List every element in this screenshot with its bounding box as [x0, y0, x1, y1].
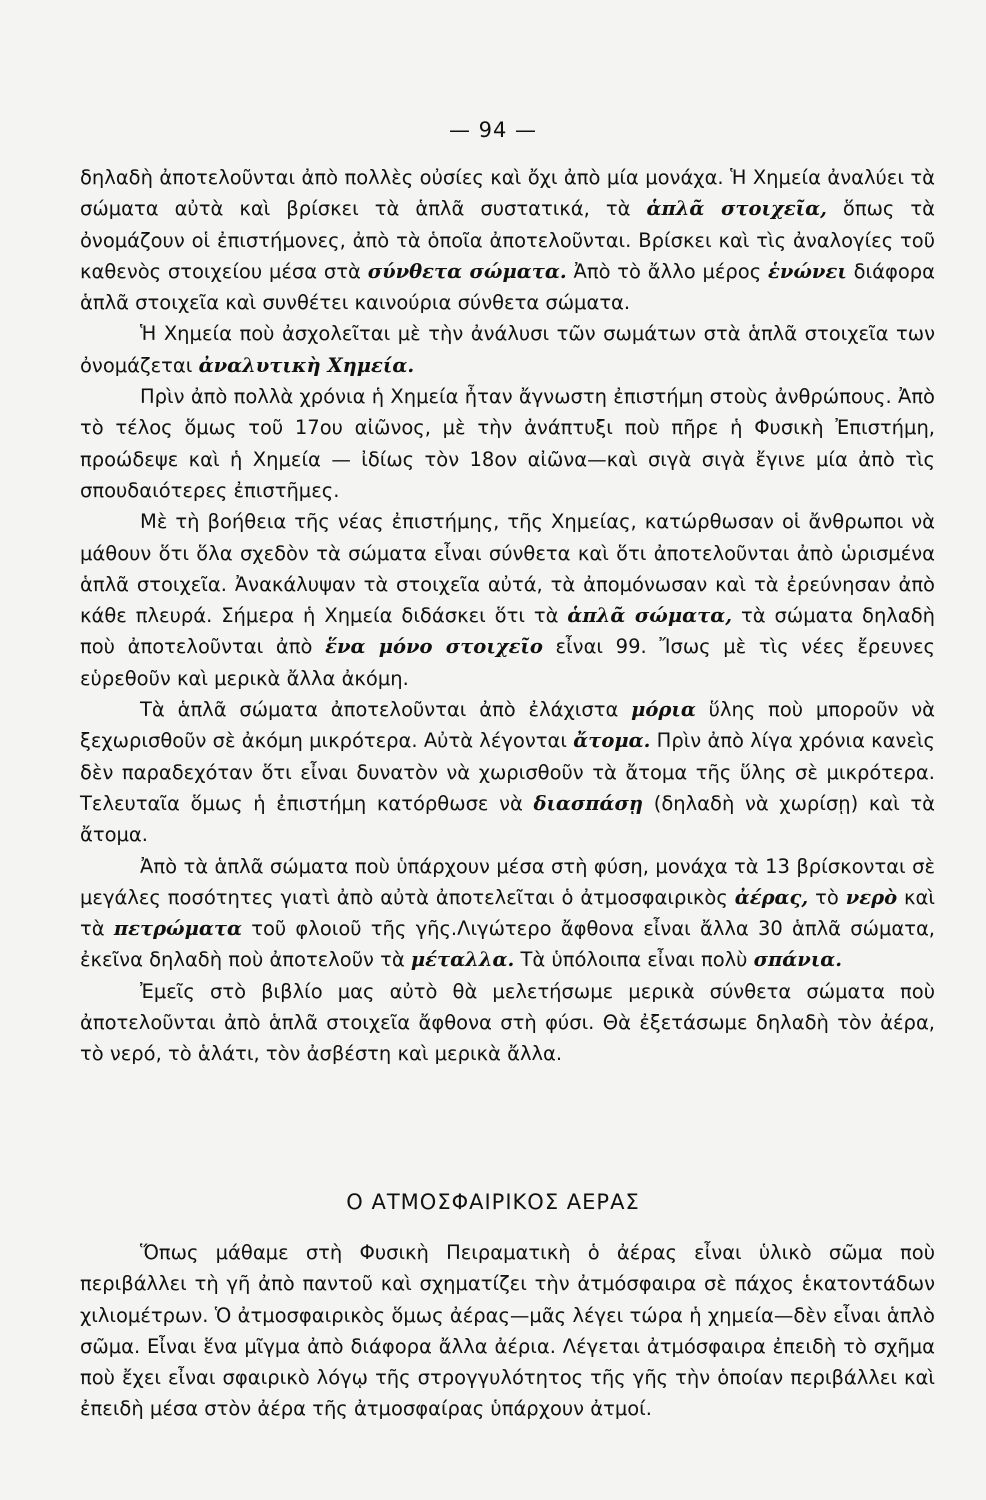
emphasized-term: ἀέρας, — [734, 885, 809, 909]
emphasized-term: ἁπλᾶ στοιχεῖα, — [646, 197, 827, 221]
text-run: διάφορα ἁπλᾶ στοιχεῖα καὶ συνθέτει καινούρια σύνθετα σώματα. — [80, 259, 935, 315]
text-run: (δηλαδὴ νὰ χωρίσῃ) καὶ τὰ ἄτομα. — [80, 791, 935, 847]
text-run: τὰ σώματα δηλαδὴ ποὺ ἀποτελοῦνται ἀπὸ — [80, 604, 935, 659]
section-paragraph: Ὅπως μάθαμε στὴ Φυσικὴ Πειραματικὴ ὁ ἀέρας εἶναι ὑλικὸ σῶμα ποὺ περιβάλλει τὴ γῆ ἀπὸ παντοῦ καὶ σχηματίζει τὴν ἀτμόσφαιρα σὲ πάχος ἑκατοντάδων χιλιομέτρων. Ὁ ἀτμοσφαιρικὸς ὅμως ἀέρας—μᾶς λέγει τώρα ἡ χημεία—δὲν εἶναι ἁπλὸ σῶμα. Εἶναι ἕνα μῖγμα ἀπὸ διάφορα ἄλλα ἀέρια. Λέγεται ἀτμόσφαιρα ἐπειδὴ τὸ σχῆμα ποὺ ἔχει εἶναι σφαιρικὸ λόγῳ τῆς στρογγυλότητος τῆς γῆς τὴν ὁποίαν περιβάλλει καὶ ἐπειδὴ μέσα στὸν ἀέρα τῆς ἀτμοσφαίρας ὑπάρχουν ἀτμοί. — [80, 1241, 935, 1421]
emphasized-term: ἁπλᾶ σώματα, — [567, 604, 733, 628]
text-run: Πρὶν ἀπὸ λίγα χρόνια κανεὶς δὲν παραδεχόταν ὅτι εἶναι δυνατὸν νὰ χωρισθοῦν τὰ ἄτομα τῆς ὕλης σὲ μικρότερα. Τελευταῖα ὅμως ἡ ἐπιστήμη κατόρθωσε νὰ — [80, 729, 935, 815]
paragraph — [80, 694, 935, 850]
text-run: τοῦ φλοιοῦ τῆς γῆς.Λιγώτερο ἄφθονα εἶναι ἄλλα 30 ἁπλᾶ σώματα, ἐκεῖνα δηλαδὴ ποὺ ἀποτελοῦν τὰ — [80, 917, 935, 972]
emphasized-term: μέταλλα. — [410, 948, 515, 972]
text-run: Τὰ ὑπόλοιπα εἶναι πολὺ — [514, 948, 754, 972]
text-run: δηλαδὴ ἀποτελοῦνται ἀπὸ πολλὲς οὐσίες καὶ ὄχι ἀπὸ μία μονάχα. Ἡ Χημεία ἀναλύει τὰ σώματα αὐτὰ καὶ βρίσκει τὰ ἁπλᾶ συστατικά, τὰ — [80, 166, 935, 221]
emphasized-term: ἀναλυτικὴ Χημεία. — [198, 353, 415, 377]
text-run: τὸ — [808, 885, 846, 909]
text-run: ὅπως τὰ ὀνομάζουν οἱ ἐπιστήμονες, ἀπὸ τὰ ὁποῖα ἀποτελοῦνται. Βρίσκει καὶ τὶς ἀναλογίες τοῦ καθενὸς στοιχείου μέσα στὰ — [80, 197, 935, 283]
section-heading: Ο ΑΤΜΟΣΦΑΙΡΙΚΟΣ ΑΕΡΑΣ — [346, 1190, 640, 1214]
text-run: Πρὶν ἀπὸ πολλὰ χρόνια ἡ Χημεία ἦταν ἄγνωστη ἐπιστήμη στοὺς ἀνθρώπους. Ἀπὸ τὸ τέλος ὅμως τοῦ 17ου αἰῶνος, μὲ τὴν ἀνάπτυξι ποὺ πῆρε ἡ Φυσικὴ Ἐπιστήμη, προώδεψε καὶ ἡ Χημεία — ἰδίως τὸν 18ον αἰῶνα—καὶ σιγὰ σιγὰ ἔγινε μία ἀπὸ τὶς σπουδαιότερες ἐπιστῆμες. — [80, 385, 935, 502]
section-body-text — [80, 1237, 935, 1425]
paragraph — [80, 976, 935, 1070]
text-run: Ἀπὸ τὸ ἄλλο μέρος — [566, 259, 768, 283]
page-number: — 94 — — [448, 118, 538, 142]
text-run: Τὰ ἁπλᾶ σώματα ἀποτελοῦνται ἀπὸ ἐλάχιστα — [140, 698, 632, 722]
emphasized-term: νερὸ — [845, 885, 898, 909]
emphasized-term: σπάνια. — [753, 948, 843, 972]
paragraph — [80, 381, 935, 506]
paragraph — [80, 318, 935, 381]
emphasized-term: ἄτομα. — [573, 729, 651, 753]
text-run: Μὲ τὴ βοήθεια τῆς νέας ἐπιστήμης, τῆς Χημείας, κατώρθωσαν οἱ ἄνθρωποι νὰ μάθουν ὅτι ὅλα σχεδὸν τὰ σώματα εἶναι σύνθετα καὶ ὅτι ἀποτελοῦνται ἀπὸ ὡρισμένα ἁπλᾶ στοιχεῖα. Ἀνακάλυψαν τὰ στοιχεῖα αὐτά, τὰ ἀπομόνωσαν καὶ τὰ ἐρεύνησαν ἀπὸ κάθε πλευρά. Σήμερα ἡ Χημεία διδάσκει ὅτι τὰ — [80, 510, 935, 628]
text-run: ὕλης ποὺ μποροῦν νὰ ξεχωρισθοῦν σὲ ἀκόμη μικρότερα. Αὐτὰ λέγονται — [80, 698, 936, 753]
text-run: καὶ τὰ — [80, 885, 935, 941]
emphasized-term: ἕνα μόνο στοιχεῖο — [325, 635, 543, 659]
text-run: Ἡ Χημεία ποὺ ἀσχολεῖται μὲ τὴν ἀνάλυσι τῶν σωμάτων στὰ ἁπλᾶ στοιχεῖα των ὀνομάζεται — [80, 322, 935, 377]
text-run: Ἀπὸ τὰ ἁπλᾶ σώματα ποὺ ὑπάρχουν μέσα στὴ φύση, μονάχα τὰ 13 βρίσκονται σὲ μεγάλες ποσότητες γιατὶ ἀπὸ αὐτὰ ἀποτελεῖται ὁ ἀτμοσφαιρικὸς — [80, 854, 935, 909]
paragraph — [80, 506, 935, 694]
body-text — [80, 162, 935, 1070]
emphasized-term: πετρώματα — [113, 917, 243, 941]
paragraph — [80, 162, 935, 318]
emphasized-term: μόρια — [631, 698, 696, 722]
text-run: Ἐμεῖς στὸ βιβλίο μας αὐτὸ θὰ μελετήσωμε μερικὰ σύνθετα σώματα ποὺ ἀποτελοῦνται ἀπὸ ἁπλᾶ στοιχεῖα ἄφθονα στὴ φύσι. Θὰ ἐξετάσωμε δηλαδὴ τὸν ἀέρα, τὸ νερό, τὸ ἁλάτι, τὸν ἀσβέστη καὶ μερικὰ ἄλλα. — [80, 979, 935, 1066]
text-run: εἶναι 99. Ἴσως μὲ τὶς νέες ἔρευνες εὑρεθοῦν καὶ μερικὰ ἄλλα ἀκόμη. — [80, 635, 935, 690]
emphasized-term: διασπάσῃ — [533, 791, 644, 815]
paragraph — [80, 851, 935, 976]
emphasized-term: ἑνώνει — [767, 259, 847, 283]
emphasized-term: σύνθετα σώματα. — [367, 259, 567, 283]
